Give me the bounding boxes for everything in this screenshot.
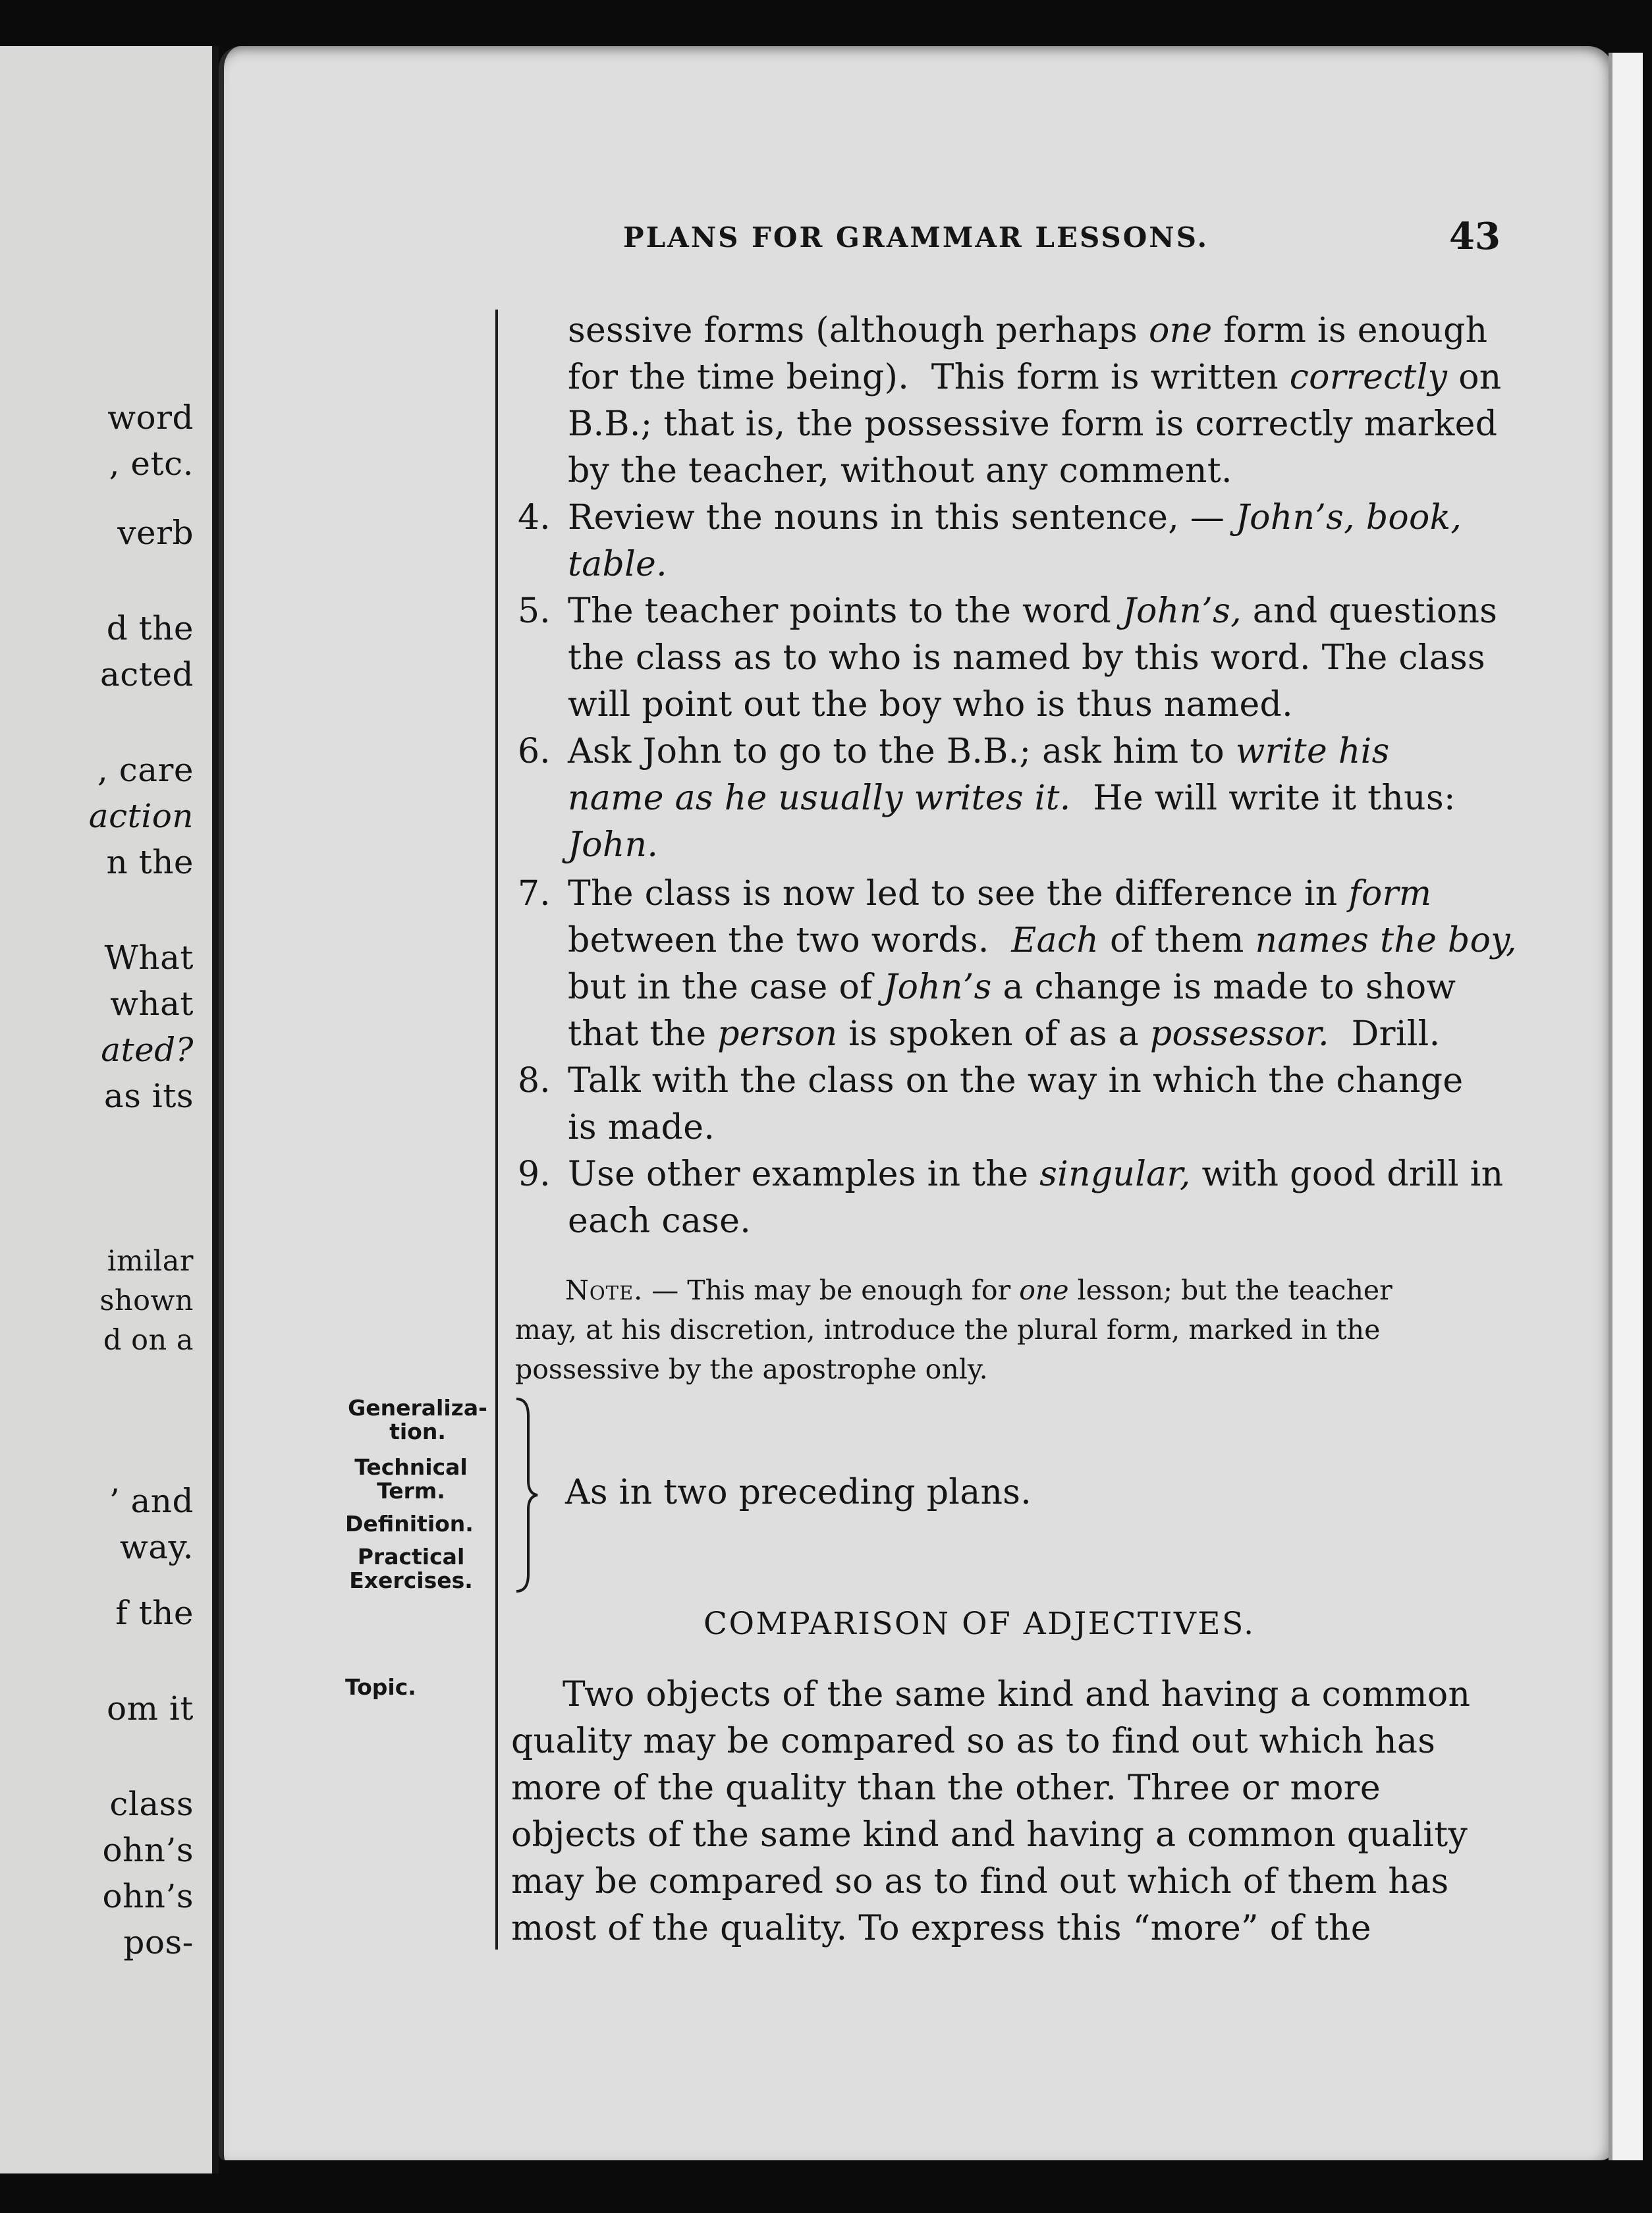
left-page-line: action: [88, 797, 194, 835]
left-page-line: d on a: [103, 1324, 194, 1357]
body-line: quality may be compared so as to find out which has: [511, 1722, 1436, 1761]
list-number: 7.: [518, 874, 551, 914]
left-page-line: shown: [99, 1284, 194, 1317]
margin-rule: [495, 310, 498, 1950]
sidenote-topic: Topic.: [345, 1674, 416, 1700]
right-brace: [514, 1396, 540, 1594]
body-line: more of the quality than the other. Three or more: [511, 1768, 1381, 1808]
list-number: 4.: [518, 498, 551, 537]
left-page-fragment: [0, 46, 219, 2173]
body-line: Review the nouns in this sentence, — John’s, book,: [568, 498, 1462, 537]
list-number: 8.: [518, 1061, 551, 1101]
body-line: Two objects of the same kind and having a common: [563, 1675, 1471, 1714]
body-line: Use other examples in the singular, with good drill in: [568, 1155, 1504, 1194]
left-page-line: ohn’s: [102, 1877, 194, 1915]
left-page-line: f the: [115, 1594, 194, 1632]
sidenote-practical-exercises: [345, 1545, 477, 1593]
body-line: The teacher points to the word John’s, and questions: [568, 591, 1498, 631]
left-page-line: , care: [97, 751, 194, 789]
body-line: B.B.; that is, the possessive form is correctly marked: [568, 404, 1498, 444]
left-page-line: as its: [103, 1077, 194, 1115]
list-number: 9.: [518, 1155, 551, 1194]
body-line: Talk with the class on the way in which the change: [568, 1061, 1464, 1101]
body-line: sessive forms (although perhaps one form is enough: [568, 311, 1488, 350]
body-line: by the teacher, without any comment.: [568, 451, 1232, 491]
body-line: but in the case of John’s a change is made to show: [568, 968, 1456, 1007]
page-number: 43: [1449, 215, 1501, 258]
left-page-line: d the: [106, 609, 194, 647]
body-line: the class as to who is named by this word. The class: [568, 638, 1486, 678]
running-head: PLANS FOR GRAMMAR LESSONS.: [623, 221, 1209, 254]
body-line: for the time being). This form is written correctly on: [568, 358, 1502, 397]
list-number: 5.: [518, 591, 551, 631]
sidenote-definition: Definition.: [345, 1511, 474, 1537]
body-line: most of the quality. To express this “more” of the: [511, 1909, 1371, 1948]
left-page-line: imilar: [107, 1245, 194, 1278]
body-line: Ask John to go to the B.B.; ask him to write his: [568, 732, 1390, 771]
sidenote-line: Term.: [377, 1478, 445, 1504]
list-number: 6.: [518, 732, 551, 771]
body-line: will point out the boy who is thus named.: [568, 685, 1293, 724]
sidenote-line: Exercises.: [349, 1568, 473, 1593]
note-line: possessive by the apostrophe only.: [515, 1353, 988, 1385]
left-page-line: class: [109, 1785, 194, 1823]
left-page-line: What: [104, 939, 194, 977]
body-line: John.: [568, 825, 659, 865]
note-line: Note. — This may be enough for one lesson; but the teacher: [565, 1274, 1392, 1306]
left-page-line: ohn’s: [102, 1831, 194, 1869]
body-line: each case.: [568, 1201, 752, 1241]
left-page-line: n the: [106, 843, 194, 881]
sidenote-line: Generaliza-: [348, 1395, 487, 1421]
body-line: may be compared so as to find out which of them has: [511, 1862, 1449, 1901]
body-line: The class is now led to see the difference in form: [568, 874, 1432, 914]
bracket-text: As in two preceding plans.: [565, 1473, 1032, 1512]
page-edge: [1609, 53, 1643, 2160]
sidenote-line: Practical: [357, 1544, 465, 1570]
sidenote-technical-term: [345, 1456, 477, 1503]
left-page-line: ’ and: [109, 1482, 194, 1520]
left-page-line: ated?: [101, 1031, 194, 1069]
left-page-line: , etc.: [109, 445, 194, 483]
sidenote-line: Technical: [354, 1454, 468, 1480]
note-line: may, at his discretion, introduce the plural form, marked in the: [515, 1314, 1381, 1346]
left-page-line: way.: [119, 1528, 194, 1566]
section-title: COMPARISON OF ADJECTIVES.: [703, 1606, 1255, 1642]
body-line: objects of the same kind and having a common quality: [511, 1815, 1468, 1855]
left-page-line: word: [107, 398, 194, 437]
left-page-line: acted: [99, 655, 194, 694]
body-line: between the two words. Each of them names the boy,: [568, 921, 1517, 960]
left-page-line: pos-: [123, 1923, 194, 1961]
left-page-line: verb: [117, 514, 194, 552]
body-line: table.: [568, 545, 667, 584]
body-line: that the person is spoken of as a possessor. Drill.: [568, 1014, 1441, 1054]
body-line: is made.: [568, 1108, 715, 1147]
body-line: name as he usually writes it. He will write it thus:: [568, 779, 1456, 818]
sidenote-generalization: [345, 1396, 490, 1444]
sidenote-line: tion.: [389, 1419, 446, 1444]
left-page-line: what: [110, 985, 194, 1023]
left-page-line: om it: [107, 1689, 194, 1728]
